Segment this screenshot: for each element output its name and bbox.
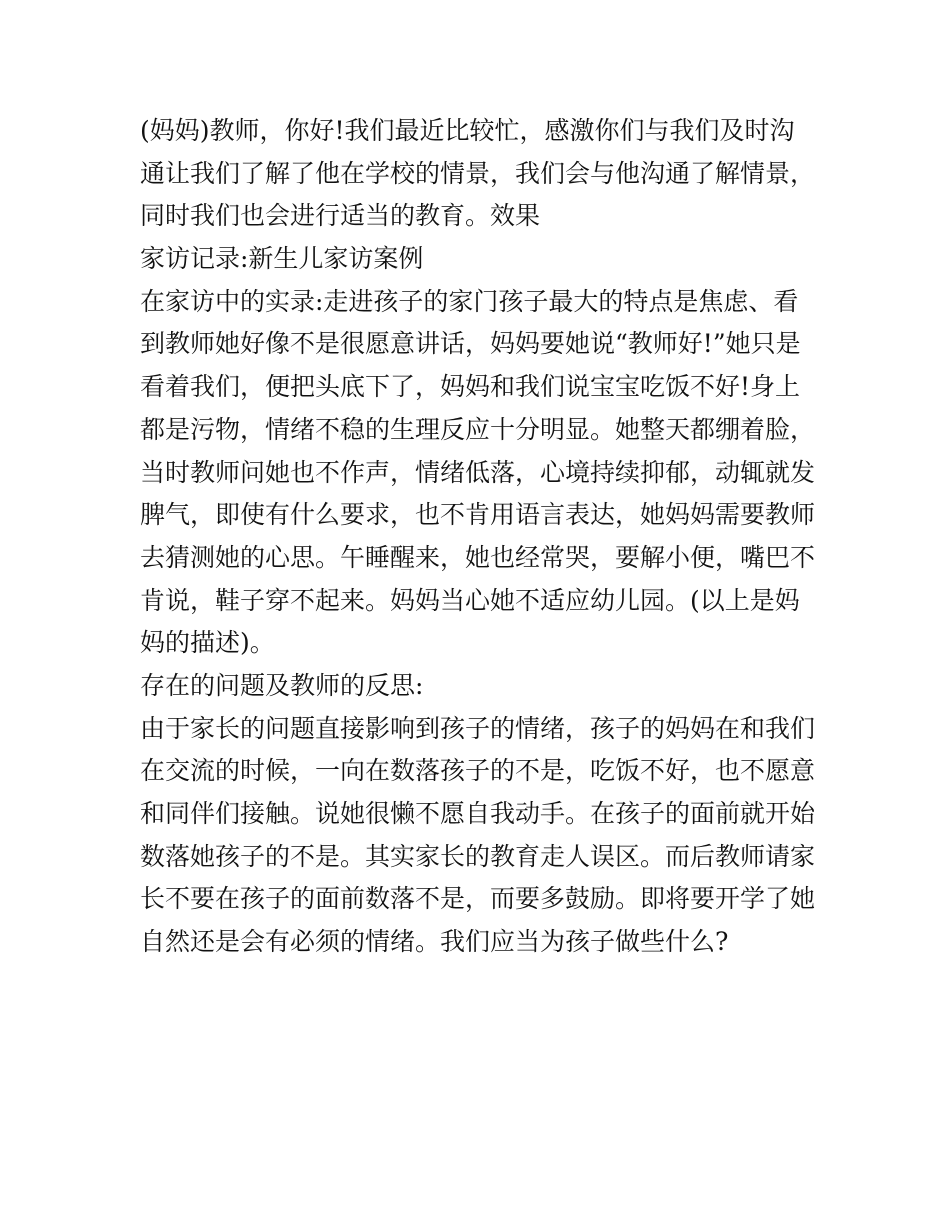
- text-line: 看着我们，便把头底下了，妈妈和我们说宝宝吃饭不好!身上: [140, 372, 801, 402]
- text-line: 肯说，鞋子穿不起来。妈妈当心她不适应幼儿园。(以上是妈: [140, 585, 800, 615]
- heading-line: 家访记录:新生儿家访案例: [140, 244, 424, 274]
- text-line: 由于家长的问题直接影响到孩子的情绪，孩子的妈妈在和我们: [140, 713, 816, 743]
- text-line: 自然还是会有必须的情绪。我们应当为孩子做些什么?: [140, 927, 729, 957]
- paragraph-parent-reply: [140, 110, 830, 238]
- text-line: 数落她孩子的不是。其实家长的教育走人误区。而后教师请家: [140, 841, 816, 871]
- text-line: 同时我们也会进行适当的教育。效果: [140, 201, 541, 231]
- text-line: 当时教师问她也不作声，情绪低落，心境持续抑郁，动辄就发: [140, 457, 816, 487]
- text-line: 脾气，即使有什么要求，也不肯用语言表达，她妈妈需要教师: [140, 500, 816, 530]
- section-heading-problems-reflection: [140, 665, 830, 708]
- text-line: 通让我们了解了他在学校的情景，我们会与他沟通了解情景，: [140, 158, 816, 188]
- section-heading-home-visit-record: [140, 238, 830, 281]
- heading-line: 存在的问题及教师的反思:: [140, 670, 424, 700]
- text-line: 去猜测她的心思。午睡醒来，她也经常哭，要解小便，嘴巴不: [140, 542, 816, 572]
- text-line: (妈妈)教师，你好!我们最近比较忙，感激你们与我们及时沟: [140, 116, 795, 145]
- document-body: [140, 110, 830, 964]
- text-line: 长不要在孩子的面前数落不是，而要多鼓励。即将要开学了她: [140, 884, 816, 914]
- paragraph-visit-transcript: [140, 281, 830, 665]
- paragraph-reflection: [140, 708, 830, 964]
- text-line: 到教师她好像不是很愿意讲话，妈妈要她说“教师好!”她只是: [140, 329, 801, 359]
- text-line: 妈的描述)。: [140, 628, 275, 658]
- text-line: 和同伴们接触。说她很懒不愿自我动手。在孩子的面前就开始: [140, 799, 816, 828]
- text-line: 都是污物，情绪不稳的生理反应十分明显。她整天都绷着脸，: [140, 414, 816, 444]
- text-line: 在家访中的实录:走进孩子的家门孩子最大的特点是焦虑、看: [140, 286, 799, 316]
- text-line: 在交流的时候，一向在数落孩子的不是，吃饭不好，也不愿意: [140, 756, 816, 786]
